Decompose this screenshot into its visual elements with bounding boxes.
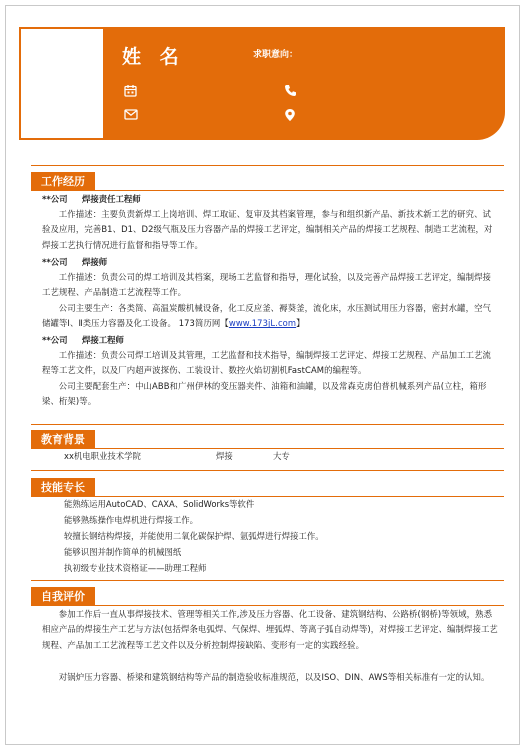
job2-production-text: 公司主要生产：各类简、高温炭酸机械设备，化工反应釜、褥葵釜，流化床，水压测试用压力容器，密封水罐，空气储罐等Ⅰ、Ⅱ类压力容器及化工设备。	[42, 303, 492, 329]
job3-position: 焊接工程师	[82, 335, 124, 345]
section-title-evaluation: 自我评价	[31, 587, 95, 606]
evaluation-section-divider	[31, 605, 504, 606]
candidate-name: 姓 名	[122, 46, 185, 68]
job3-equipment: 公司主要配套生产：中山ABB和广州伊林的变压器夹件、油箱和油罐，以及常森克虏伯普机械系列产品(立柱，箱形梁、桁架)等。	[42, 381, 487, 407]
job1-position: 焊接责任工程师	[82, 194, 141, 204]
job1-description: 工作描述：主要负责新焊工上岗培训、焊工取证、复审及其档案管理，参与和组织新产品、新技术新工艺的研究、试验及应用，完善B1、D1、D2级气瓶及压力容器产品的焊接工艺评定，编制相关产品的焊接工艺规程、制造工艺流程，对焊接工艺执行情况进行监督和指导等工作。	[42, 209, 493, 250]
source-text-end: 】	[296, 318, 305, 329]
job1-company: **公司	[42, 194, 68, 204]
calendar-icon	[124, 84, 138, 98]
skill-item: 较擅长钢结构焊接，并能使用二氧化碳保护焊、氩弧焊进行焊接工作。	[64, 531, 324, 541]
job2-company: **公司	[42, 257, 68, 267]
skill-item: 能熟练运用AutoCAD、CAXA、SolidWorks等软件	[64, 499, 255, 509]
work-section-divider	[31, 190, 504, 191]
education-school: xx机电职业技术学院	[64, 451, 141, 461]
section-title-education: 教育背景	[31, 430, 95, 449]
mail-icon	[124, 108, 138, 122]
job-intent-label: 求职意向：	[253, 50, 299, 60]
phone-icon	[284, 84, 298, 98]
location-icon	[284, 108, 298, 122]
skill-item: 能够熟练操作电焊机进行焊接工作。	[64, 515, 198, 525]
job2-production	[42, 301, 498, 332]
work-section-top-line	[31, 165, 504, 166]
evaluation-section-top-line	[31, 580, 504, 581]
education-degree: 大专	[273, 451, 290, 461]
skill-item: 能够识图并制作简单的机械图纸	[64, 547, 182, 557]
job2-description: 工作描述：负责公司的焊工培训及其档案，现场工艺监督和指导，理化试验，以及完善产品焊接工艺评定，编制焊接工艺规程、产品制造工艺流程等工作。	[42, 272, 492, 298]
skills-section-top-line	[31, 470, 504, 471]
section-title-work: 工作经历	[31, 172, 95, 191]
source-link[interactable]: www.173jL.com	[228, 318, 297, 329]
job2-position: 焊接师	[82, 257, 108, 267]
photo-placeholder	[19, 27, 105, 140]
skill-item: 执初级专业技术资格证——助理工程师	[64, 563, 207, 573]
section-title-skills: 技能专长	[31, 478, 95, 497]
job3-company: **公司	[42, 335, 68, 345]
source-text: 173简历网【	[178, 318, 229, 329]
job3-description: 工作描述：负责公司焊工培训及其管理，工艺监督和技术指导，编制焊接工艺评定、焊接工艺规程、产品加工工艺流程等工艺文件，以及厂内超声波探伤、工装设计、数控火焰切割机FastCAM的编程等。	[42, 350, 492, 376]
education-major: 焊接	[216, 451, 233, 461]
evaluation-paragraph-1: 参加工作后一直从事焊接技术、管理等相关工作,涉及压力容器、化工设备、建筑钢结构、公路桥(钢桥)等领域，熟悉相应产品的焊接生产工艺与方法(包括焊条电弧焊、气保焊、埋弧焊、等离子弧自动焊等)，对焊接工艺评定、编制焊接工艺规程、产品加工工艺流程等工艺文件以及分析控制焊接缺陷、变形有一定的实践经验。	[42, 609, 498, 650]
evaluation-paragraph-2: 对锅炉压力容器、桥梁和建筑钢结构等产品的制造验收标准规范，以及ISO、DIN、AWS等相关标准有一定的认知。	[58, 672, 490, 682]
education-section-top-line	[31, 424, 504, 425]
